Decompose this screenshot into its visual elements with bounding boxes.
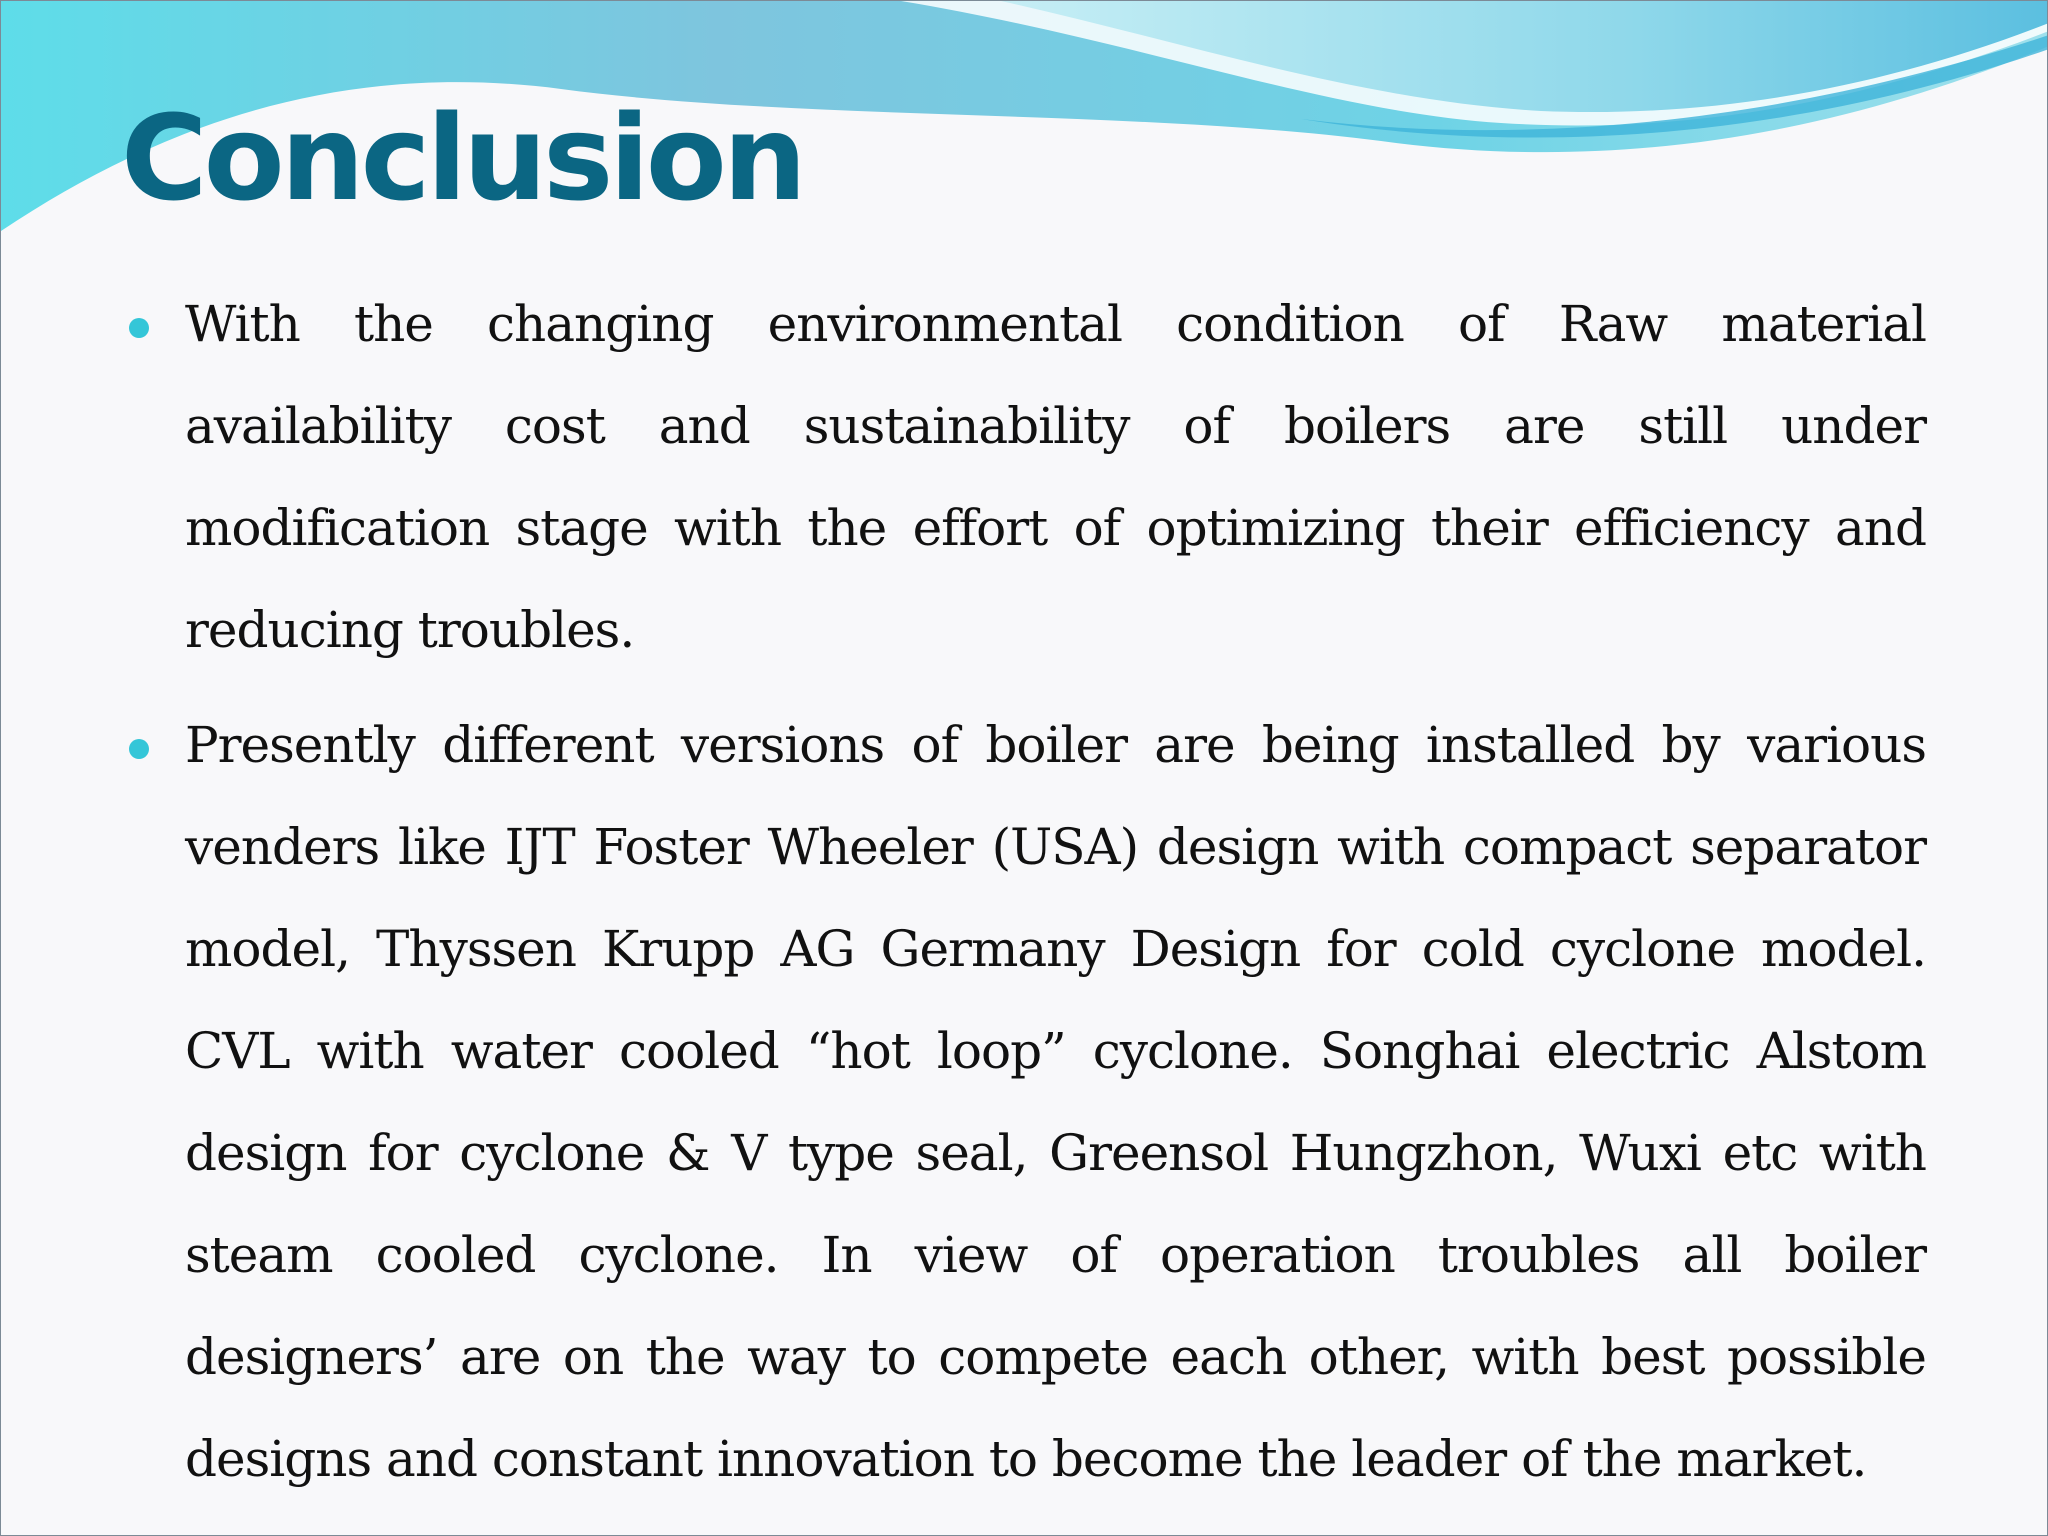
bullet-dot-icon	[129, 318, 149, 338]
bullet-list	[129, 273, 1926, 1523]
bullet-item	[129, 694, 1926, 1510]
bullet-text: Presently different versions of boiler are being installed by various venders like IJT Foster Wheeler (USA) design with compact separator model, Thyssen Krupp AG Germany Design for cold cyclone model. CVL with water cooled “hot loop” cyclone. Songhai electric Alstom design for cyclone & V type seal, Greensol Hungzhon, Wuxi etc with steam cooled cyclone. In view of operation troubles all boiler designers’ are on the way to compete each other, with best possible designs and constant innovation to become the leader of the market.	[185, 716, 1926, 1488]
bullet-dot-icon	[129, 739, 149, 759]
bullet-text: With the changing environmental condition of Raw material availability cost and sustainability of boilers are still under modification stage with the effort of optimizing their efficiency and reducing troubles.	[185, 295, 1926, 659]
bullet-item	[129, 273, 1926, 681]
slide-title: Conclusion	[121, 89, 803, 227]
